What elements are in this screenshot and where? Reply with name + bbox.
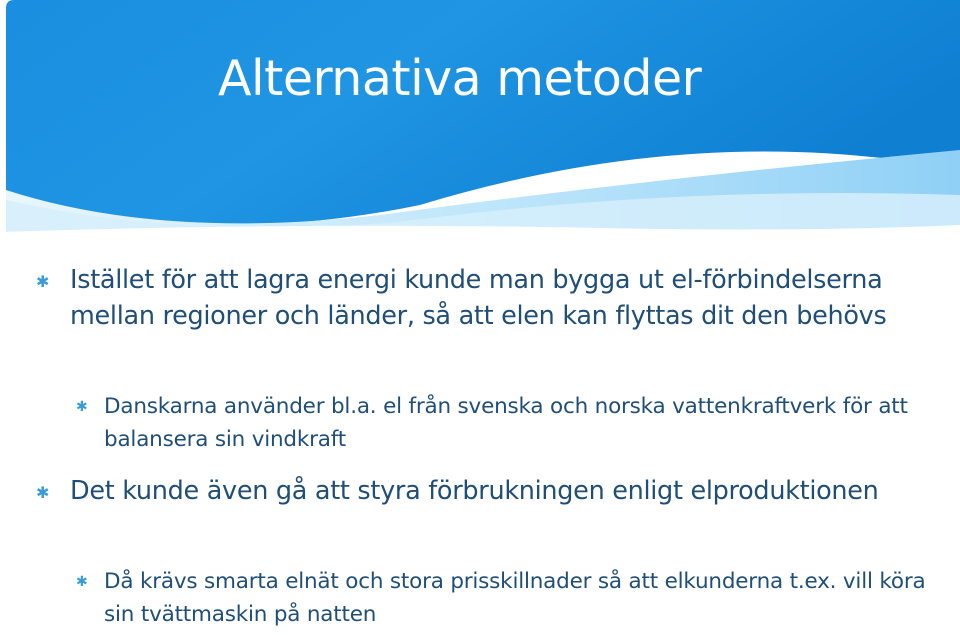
asterisk-bullet-icon: ✱ [76,399,88,415]
slide-title: Alternativa metoder [218,50,702,107]
asterisk-bullet-icon: ✱ [36,272,50,291]
sub-bullet-item [76,390,934,456]
bullet-item [36,473,930,509]
title-banner [0,0,960,240]
sub-bullet-text: Då krävs smarta elnät och stora prisskillnader så att elkunderna t.ex. vill köra sin tvättmaskin på natten [104,569,926,627]
sub-bullet-item [76,565,934,631]
asterisk-bullet-icon: ✱ [36,483,50,502]
sub-bullet-text: Danskarna använder bl.a. el från svenska och norska vattenkraftverk för att balansera sin vindkraft [104,394,908,452]
bullet-text: Det kunde även gå att styra förbrukningen enligt elproduktionen [70,476,879,506]
bullet-item [36,262,930,334]
bullet-text: Istället för att lagra energi kunde man bygga ut el-förbindelserna mellan regioner och länder, så att elen kan flyttas dit den behövs [70,265,887,331]
asterisk-bullet-icon: ✱ [76,574,88,590]
